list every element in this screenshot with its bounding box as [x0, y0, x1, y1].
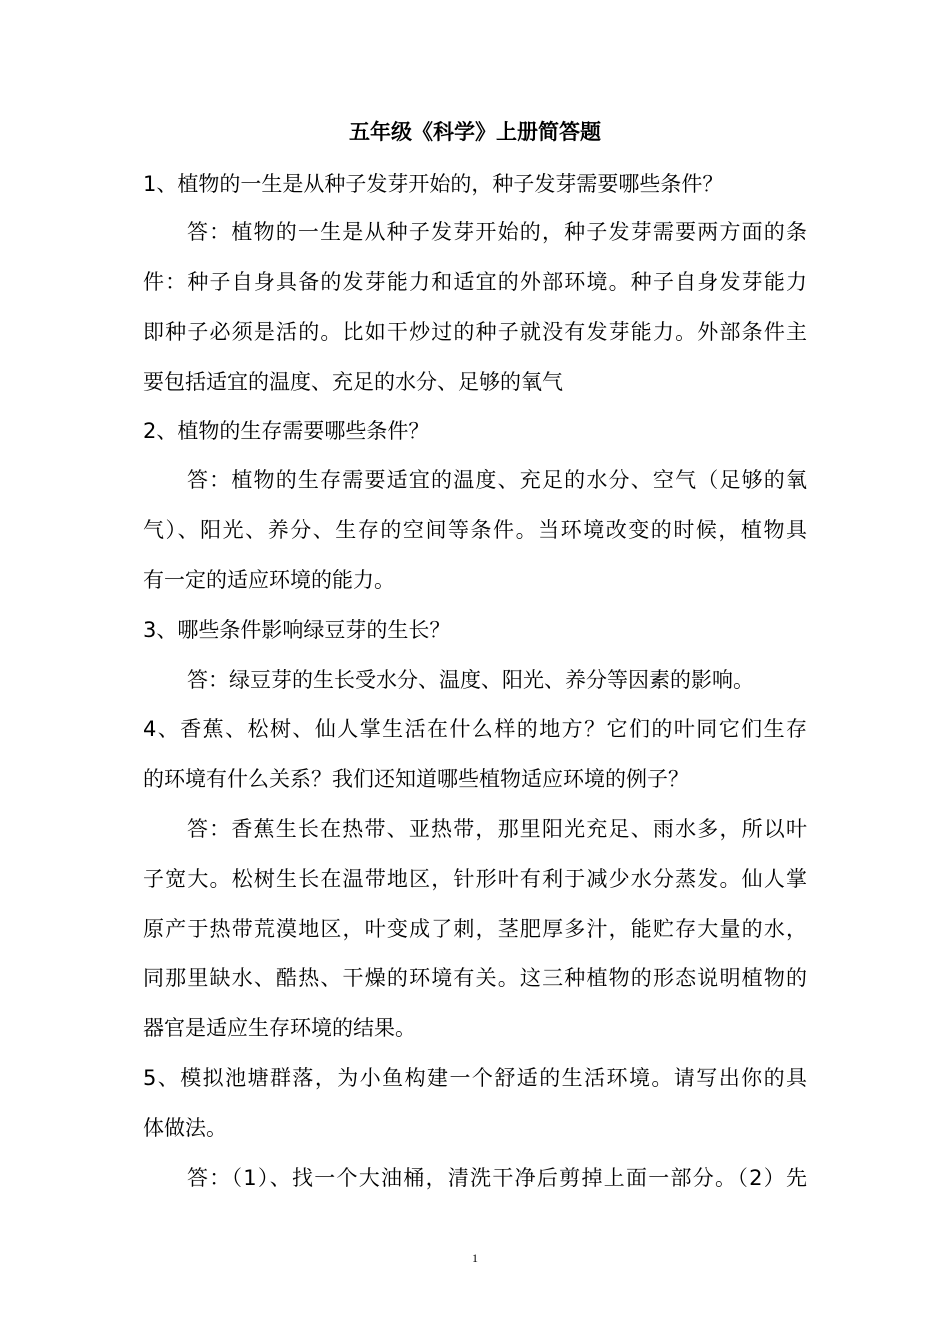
page-number: 1: [472, 1251, 478, 1265]
question-4-line-2: 的环境有什么关系？我们还知道哪些植物适应环境的例子？: [143, 767, 689, 791]
question-1-line-1: 1、植物的一生是从种子发芽开始的，种子发芽需要哪些条件？: [143, 172, 724, 196]
answer-1-line-4: 要包括适宜的温度、充足的水分、足够的氧气: [143, 370, 563, 394]
answer-4-line-5: 器官是适应生存环境的结果。: [143, 1016, 416, 1040]
question-2-line-1: 2、植物的生存需要哪些条件？: [143, 419, 430, 443]
document-title: 五年级《科学》上册简答题: [349, 120, 601, 144]
answer-1-line-1: 答：植物的一生是从种子发芽开始的，种子发芽需要两方面的条: [187, 220, 807, 244]
question-5-line-2: 体做法。: [143, 1116, 227, 1140]
answer-4-line-3: 原产于热带荒漠地区，叶变成了刺，茎肥厚多汁，能贮存大量的水，: [143, 917, 807, 941]
answer-3-line-1: 答：绿豆芽的生长受水分、温度、阳光、养分等因素的影响。: [187, 668, 754, 692]
question-5-line-1: 5、模拟池塘群落，为小鱼构建一个舒适的生活环境。请写出你的具: [143, 1066, 807, 1090]
answer-4-line-4: 同那里缺水、酷热、干燥的环境有关。这三种植物的形态说明植物的: [143, 966, 807, 990]
answer-2-line-1: 答：植物的生存需要适宜的温度、充足的水分、空气（足够的氧: [187, 468, 807, 492]
answer-1-line-3: 即种子必须是活的。比如干炒过的种子就没有发芽能力。外部条件主: [143, 320, 807, 344]
answer-1-line-2: 件：种子自身具备的发芽能力和适宜的外部环境。种子自身发芽能力: [143, 270, 807, 294]
answer-2-line-2: 气）、阳光、养分、生存的空间等条件。当环境改变的时候，植物具: [143, 518, 807, 542]
answer-2-line-3: 有一定的适应环境的能力。: [143, 568, 395, 592]
question-3-line-1: 3、哪些条件影响绿豆芽的生长？: [143, 618, 451, 642]
answer-5-line-1: 答：（1）、找一个大油桶，清洗干净后剪掉上面一部分。（2）先: [187, 1166, 807, 1190]
answer-4-line-1: 答：香蕉生长在热带、亚热带，那里阳光充足、雨水多，所以叶: [187, 817, 807, 841]
question-4-line-1: 4、香蕉、松树、仙人掌生活在什么样的地方？它们的叶同它们生存: [143, 717, 807, 741]
answer-4-line-2: 子宽大。松树生长在温带地区，针形叶有利于减少水分蒸发。仙人掌: [143, 867, 807, 891]
